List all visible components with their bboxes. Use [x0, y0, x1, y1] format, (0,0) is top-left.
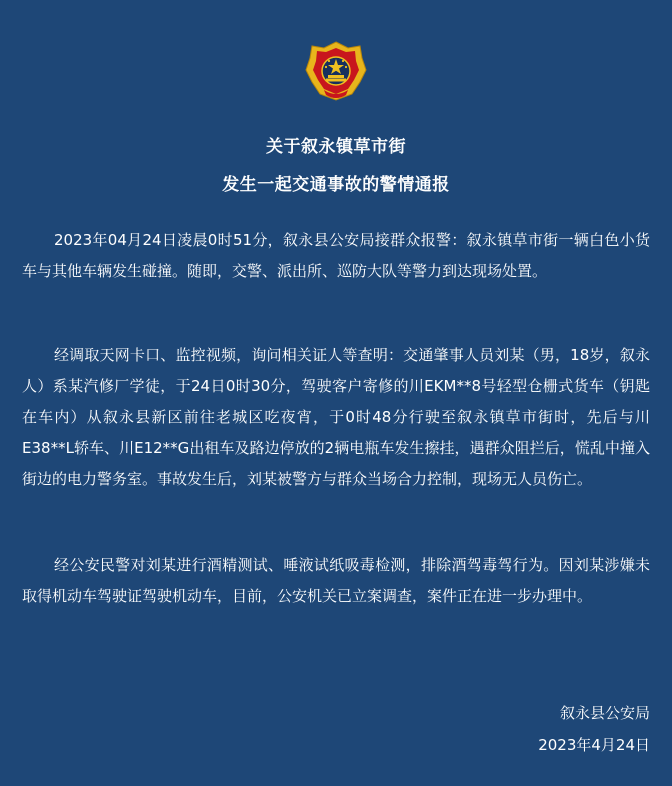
- notice-title-line1: 关于叙永镇草市街: [266, 137, 406, 157]
- issue-date: 2023年4月24日: [538, 736, 650, 754]
- notice-paragraph-1: 2023年04月24日凌晨0时51分，叙永县公安局接群众报警：叙永镇草市街一辆白色小货车与其他车辆发生碰撞。随即，交警、派出所、巡防大队等警力到达现场处置。: [22, 231, 650, 280]
- police-emblem-svg: [304, 40, 368, 102]
- notice-paragraph-2: 经调取天网卡口、监控视频，询问相关证人等查明：交通肇事人员刘某（男，18岁，叙永人）系某汽修厂学徒，于24日0时30分，驾驶客户寄修的川EKM**8号轻型仓栅式货车（钥匙在车内）从叙永县新区前往老城区吃夜宵，于0时48分行驶至叙永镇草市街时，先后与川E38**L轿车、川E12**G出租车及路边停放的2辆电瓶车发生擦挂，遇群众阻拦后，慌乱中撞入街边的电力警务室。事故发生后，刘某被警方与群众当场合力控制，现场无人员伤亡。: [22, 346, 650, 488]
- issuer-signature: 叙永县公安局: [559, 704, 650, 722]
- police-emblem-icon: [304, 40, 368, 102]
- notice-title-line2: 发生一起交通事故的警情通报: [222, 175, 450, 195]
- notice-paragraph-3: 经公安民警对刘某进行酒精测试、唾液试纸吸毒检测，排除酒驾毒驾行为。因刘某涉嫌未取得机动车驾驶证驾驶机动车，目前，公安机关已立案调查，案件正在进一步办理中。: [22, 556, 650, 605]
